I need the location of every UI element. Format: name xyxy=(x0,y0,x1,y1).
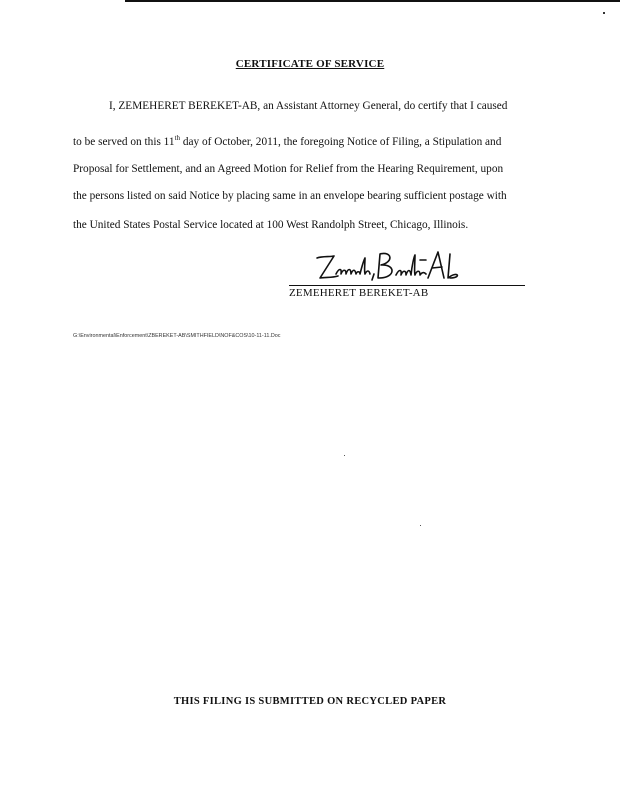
handwritten-signature xyxy=(312,248,474,286)
body-line-1: I, ZEMEHERET BEREKET-AB, an Assistant Attorney General, do certify that I caused xyxy=(109,100,508,112)
scan-speck xyxy=(344,455,345,456)
ordinal-suffix: th xyxy=(174,134,181,142)
body-line-2 xyxy=(73,131,553,149)
body-line-3: Proposal for Settlement, and an Agreed Motion for Relief from the Hearing Requirement, upon xyxy=(73,163,504,175)
body-line-4: the persons listed on said Notice by placing same in an envelope bearing sufficient postage with xyxy=(73,190,507,202)
signature-line xyxy=(289,285,525,286)
body-line-2-end: day of October, 2011, the foregoing Notice of Filing, a Stipulation and xyxy=(180,136,502,148)
body-line-5: the United States Postal Service located at 100 West Randolph Street, Chicago, Illinois. xyxy=(73,219,469,231)
top-border-rule xyxy=(125,0,620,2)
recycled-paper-notice: THIS FILING IS SUBMITTED ON RECYCLED PAPER xyxy=(173,696,447,707)
signer-printed-name: ZEMEHERET BEREKET-AB xyxy=(289,287,429,299)
scan-speck xyxy=(420,525,421,526)
body-line-2-start: to be served on this 11 xyxy=(73,136,175,148)
certificate-title: CERTIFICATE OF SERVICE xyxy=(235,58,385,70)
scan-speck xyxy=(603,12,605,14)
document-file-path: G:\Environmental\Enforcement\ZBEREKET-AB\SMITHFIELD\NOF&COS\10-11-11.Doc xyxy=(73,333,281,339)
